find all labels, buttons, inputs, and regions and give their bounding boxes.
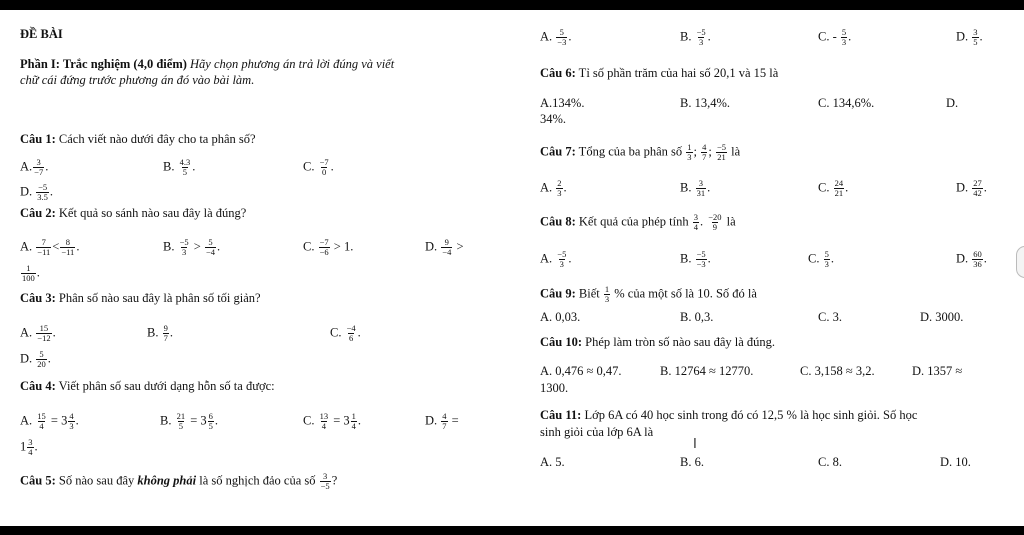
numerator: 6 [208,411,213,421]
option-label: C. [303,239,315,254]
whole-part: 3 [343,413,350,428]
fraction [701,143,707,162]
q3-option-b: B. $\frac{9}{7}$ . [147,323,173,343]
q1-label: Câu 1: [20,132,56,146]
numerator: 3 [693,212,698,222]
q3-label: Câu 3: [20,291,56,305]
q9-stem [540,285,757,304]
text-cursor-icon: I [693,437,697,452]
fraction [972,250,983,269]
option-label: A. [20,239,33,254]
fraction [319,238,330,257]
q6-option-d-cont: 34%. [540,112,567,126]
numerator: 2 [557,178,562,188]
fraction [824,250,830,269]
numerator: −7 [319,237,329,247]
part1-instruction [20,57,394,71]
numerator: 3 [323,471,328,481]
q11-option-a: A. 5. [540,455,565,469]
fraction [36,183,49,202]
q9-option-c: C. 3. [818,310,842,324]
option-label: B. [163,159,175,174]
option-label: C. - [818,29,837,44]
option-label: A. [20,159,33,174]
denominator: −11 [61,247,75,257]
numerator: 3 [36,157,41,167]
q3-option-c: C. $\frac{-4}{6}$ . [330,323,361,343]
denominator: 5 [973,37,978,47]
fraction [346,324,357,343]
denominator: 21 [717,152,726,162]
q6-label: Câu 6: [540,66,576,80]
fraction [36,350,47,369]
denominator: 4 [693,222,698,232]
q1-stem [20,132,256,146]
numerator: −5 [557,249,567,259]
q10-option-d: D. 1357 ≈ [912,364,963,378]
option-label: D. [20,184,33,199]
part1-instruction-a: Hãy chọn phương án trả lời đúng và viết [186,57,395,71]
q6-option-d: D. [946,96,959,110]
fraction [834,179,845,198]
q5-text-b: là số nghịch đảo của số [196,473,319,488]
fraction [841,28,847,47]
q10-option-b: B. 12764 ≈ 12770. [660,364,754,378]
q8-end: là [726,214,736,229]
option-label: D. [425,413,438,428]
q9-option-a: A. 0,03. [540,310,581,324]
numerator: −5 [696,27,706,37]
option-label: C. [303,413,315,428]
q5-option-c: C. - $\frac{5}{3}$ . [818,27,852,47]
denominator: 3 [841,37,847,47]
denominator: 3 [559,259,564,269]
fraction [68,412,74,431]
denominator: −3 [696,259,706,269]
q3-option-d: D. $\frac{5}{20}$ . [20,349,51,369]
fraction [319,158,330,177]
denominator: −4 [205,247,215,257]
numerator: 3 [698,178,703,188]
q8-option-a: A. $\frac{-5}{3}$ . [540,249,572,269]
fraction [208,412,214,431]
scroll-handle[interactable] [1016,246,1024,278]
numerator: 15 [37,411,46,421]
denominator: 21 [834,188,844,198]
fraction [696,179,707,198]
denominator: 6 [348,333,354,343]
q4-option-c: C. $\frac{13}{4}$ = 3 $\frac{1}{4}$ . [303,411,362,431]
q1-text: Cách viết nào dưới đây cho ta phân số? [55,132,256,146]
numerator: −5 [716,142,727,152]
q4-option-d: D. $\frac{4}{7}$ = [425,411,459,431]
denominator: 3 [698,37,704,47]
q11-stem-cont: sinh giỏi của lớp 6A là [540,425,654,439]
numerator: 27 [973,178,982,188]
q2-option-a: A. $\frac{7}{-11}$ < $\frac{8}{-11}$ . [20,237,80,257]
denominator: 5 [182,167,188,177]
numerator: 9 [163,323,168,333]
numerator: 24 [834,178,844,188]
denominator: 3 [824,259,829,269]
option-label: A. [20,413,33,428]
q1-option-d: D. $\frac{-5}{3.5}$ . [20,182,54,202]
q7-text: Tổng của ba phân số [575,144,686,159]
fraction [696,250,707,269]
q8-option-d: D. $\frac{60}{36}$ . [956,249,987,269]
numerator: −4 [346,323,356,333]
q10-stem [540,335,775,349]
option-label: B. [160,413,172,428]
denominator: 5 [178,421,183,431]
fraction [320,472,331,491]
option-label: B. [147,325,159,340]
q4-label: Câu 4: [20,379,56,393]
comparison-rest: > 1. [333,239,354,254]
whole-part: 3 [200,413,207,428]
numerator: 4 [702,142,707,152]
q5-option-a: A. $\frac{5}{-3}$ . [540,27,572,47]
page-header: ĐỀ BÀI [20,27,63,41]
fraction [36,238,51,257]
option-label: C. [818,180,830,195]
denominator: 20 [37,359,46,369]
option-label: D. [956,29,969,44]
fraction [556,250,567,269]
option-label: A. [20,325,33,340]
numerator: 21 [176,411,186,421]
numerator: 3 [973,27,978,37]
q8-option-c: C. $\frac{5}{3}$ . [808,249,834,269]
denominator: 7 [442,421,447,431]
q1-option-c: C. $\frac{-7}{0}$ . [303,157,334,177]
numerator: 9 [444,237,449,247]
q1-option-b: B. $\frac{4.3}{5}$ . [163,157,196,177]
q2-text: Kết quả so sánh nào sau đây là đúng? [55,206,247,220]
numerator: −7 [319,157,329,167]
option-label: D. [956,251,969,266]
denominator: 4 [28,447,33,457]
part1-title: Phần I: Trắc nghiệm (4,0 điểm) [20,57,187,71]
fraction [176,412,187,431]
numerator: −5 [38,182,48,192]
option-label: C. [330,325,342,340]
fraction [686,143,692,162]
fraction [707,213,722,232]
fraction [972,179,983,198]
denominator: 42 [973,188,982,198]
option-label: C. [808,251,820,266]
denominator: 7 [702,152,707,162]
fraction [441,412,447,431]
numerator: 8 [65,237,70,247]
fraction [27,438,33,457]
option-label: D. [956,180,969,195]
q5-option-b: B. $\frac{-5}{3}$ . [680,27,711,47]
denominator: 3 [557,188,562,198]
numerator: 13 [319,411,329,421]
denominator: 4 [39,421,44,431]
q4-option-b: B. $\frac{21}{5}$ = 3 $\frac{6}{5}$ . [160,411,219,431]
denominator: −7 [34,167,44,177]
fraction [441,238,452,257]
q11-text-a: Lớp 6A có 40 học sinh trong đó có 12,5 % là học sinh giỏi. Số học [581,408,918,422]
q11-option-b: B. 6. [680,455,704,469]
q10-label: Câu 10: [540,335,583,349]
q8-stem: Câu 8: Kết quả của phép tính $\frac{3}{4}$ . $\frac{-20}{9}$ là [540,212,736,232]
option-label: B. [680,251,692,266]
option-label: C. [303,159,315,174]
q7-option-b: B. $\frac{3}{31}$ . [680,178,711,198]
fraction [33,158,44,177]
denominator: 3 [604,294,610,304]
fraction [604,285,610,304]
q5-end: ? [331,473,338,488]
denominator: −11 [37,247,51,257]
q4-text: Viết phân số sau dưới dạng hỗn số ta được: [55,379,275,393]
fraction [972,28,978,47]
numerator: −5 [696,249,706,259]
q7-option-d: D. $\frac{27}{42}$ . [956,178,987,198]
fraction [716,143,727,162]
denominator: −3 [557,37,567,47]
denominator: −6 [319,247,329,257]
operator: < [52,239,60,254]
fraction [556,179,562,198]
numerator: 4 [442,411,447,421]
q8-label: Câu 8: [540,214,576,229]
numerator: 5 [39,349,44,359]
q5-text-a: Số nào sau đây [55,473,138,488]
q7-end: là [731,144,741,159]
numerator: 1 [687,142,692,152]
denominator: 9 [712,222,717,232]
q4-option-d-cont: 1 $\frac{3}{4}$ . [20,437,38,457]
q2-option-d [425,238,464,257]
numerator: 4.3 [179,157,191,167]
fraction [556,28,567,47]
numerator: 1 [604,284,610,294]
fraction [21,264,36,283]
part1-instruction-b: chữ cái đứng trước phương án đó vào bài làm. [20,73,255,87]
q1-option-a: A. $\frac{3}{-7}$ . [20,157,49,177]
q2-option-c [303,238,353,257]
denominator: 100 [22,273,35,283]
option-label: D. [20,351,33,366]
numerator: −20 [708,212,722,222]
q4-option-a: A. $\frac{15}{4}$ = 3 $\frac{4}{3}$ . [20,411,79,431]
denominator: 3 [687,152,692,162]
numerator: 5 [208,237,213,247]
fraction [36,324,51,343]
numerator: 15 [39,323,49,333]
option-label: B. [680,29,692,44]
document-page [0,10,1024,526]
q7-stem: Câu 7: Tổng của ba phân số $\frac{1}{3}$ ; $\frac{4}{7}$ ; $\frac{-5}{21}$ là [540,142,741,162]
q11-stem [540,408,917,422]
denominator: 36 [973,259,982,269]
q3-stem [20,291,261,305]
q3-option-a: A. $\frac{15}{-12}$ . [20,323,56,343]
numerator: 4 [69,411,74,421]
fraction [163,324,169,343]
denominator: 0 [321,167,327,177]
q11-option-c: C. 8. [818,455,842,469]
q6-option-c: C. 134,6%. [818,96,875,110]
q6-stem [540,66,778,80]
numerator: 60 [973,249,982,259]
numerator: 3 [28,437,33,447]
fraction [36,412,47,431]
denominator: 3 [181,247,187,257]
q11-option-d: D. 10. [940,455,971,469]
denominator: −12 [37,333,51,343]
q2-stem [20,206,246,220]
option-label: A. [540,180,553,195]
denominator: −4 [442,247,452,257]
numerator: −5 [179,237,189,247]
numerator: 7 [41,237,46,247]
denominator: 3.5 [37,192,48,202]
q8-text: Kết quả của phép tính [575,214,692,229]
q2-option-d-cont: $\frac{1}{100}$ . [22,263,40,283]
q2-label: Câu 2: [20,206,56,220]
q6-option-b: B. 13,4%. [680,96,730,110]
q9-text-a: Biết [575,286,603,301]
q10-text: Phép làm tròn số nào sau đây là đúng. [582,335,776,349]
numerator: 5 [559,27,564,37]
q5-stem [20,472,337,491]
option-label: D. [425,239,438,254]
operator: > [456,239,464,254]
q5-emphasis: không phải [137,473,197,488]
option-label: B. [680,180,692,195]
q5-label: Câu 5: [20,473,56,488]
denominator: −5 [320,481,330,491]
denominator: 4 [321,421,326,431]
denominator: 31 [696,188,706,198]
denominator: 5 [208,421,213,431]
fraction [351,412,357,431]
q9-text-b: % của một số là 10. Số đó là [611,286,757,301]
operator: > [193,239,201,254]
q5-option-d: D. $\frac{3}{5}$ . [956,27,983,47]
q10-option-d-cont: 1300. [540,381,569,395]
q7-option-c: C. $\frac{24}{21}$ . [818,178,849,198]
q9-label: Câu 9: [540,286,576,301]
whole-part: 3 [61,413,68,428]
fraction [319,412,330,431]
fraction [179,158,192,177]
fraction [205,238,216,257]
q3-text: Phân số nào sau đây là phân số tối giản? [55,291,261,305]
option-label: A. [540,251,553,266]
q7-option-a: A. $\frac{2}{3}$ . [540,178,567,198]
option-label: A. [540,29,553,44]
fraction [696,28,707,47]
fraction [179,238,190,257]
q4-stem [20,379,275,393]
q10-option-a: A. 0,476 ≈ 0,47. [540,364,622,378]
q8-option-b: B. $\frac{-5}{-3}$ . [680,249,711,269]
q10-option-c: C. 3,158 ≈ 3,2. [800,364,875,378]
fraction [693,213,699,232]
q9-option-d: D. 3000. [920,310,964,324]
q7-label: Câu 7: [540,144,576,159]
numerator: 5 [824,249,829,259]
denominator: 4 [351,421,356,431]
numerator: 1 [26,263,31,273]
q9-option-b: B. 0,3. [680,310,714,324]
denominator: 7 [163,333,168,343]
fraction [60,238,75,257]
numerator: 5 [841,27,847,37]
denominator: 3 [69,421,74,431]
q2-option-b: B. $\frac{-5}{3}$ > $\frac{5}{-4}$ . [163,237,221,257]
option-label: B. [163,239,175,254]
numerator: 1 [351,411,356,421]
q6-option-a: A.134%. [540,96,585,110]
q11-label: Câu 11: [540,408,582,422]
whole-part: 1 [20,439,27,454]
q6-text: Tỉ số phần trăm của hai số 20,1 và 15 là [575,66,779,80]
